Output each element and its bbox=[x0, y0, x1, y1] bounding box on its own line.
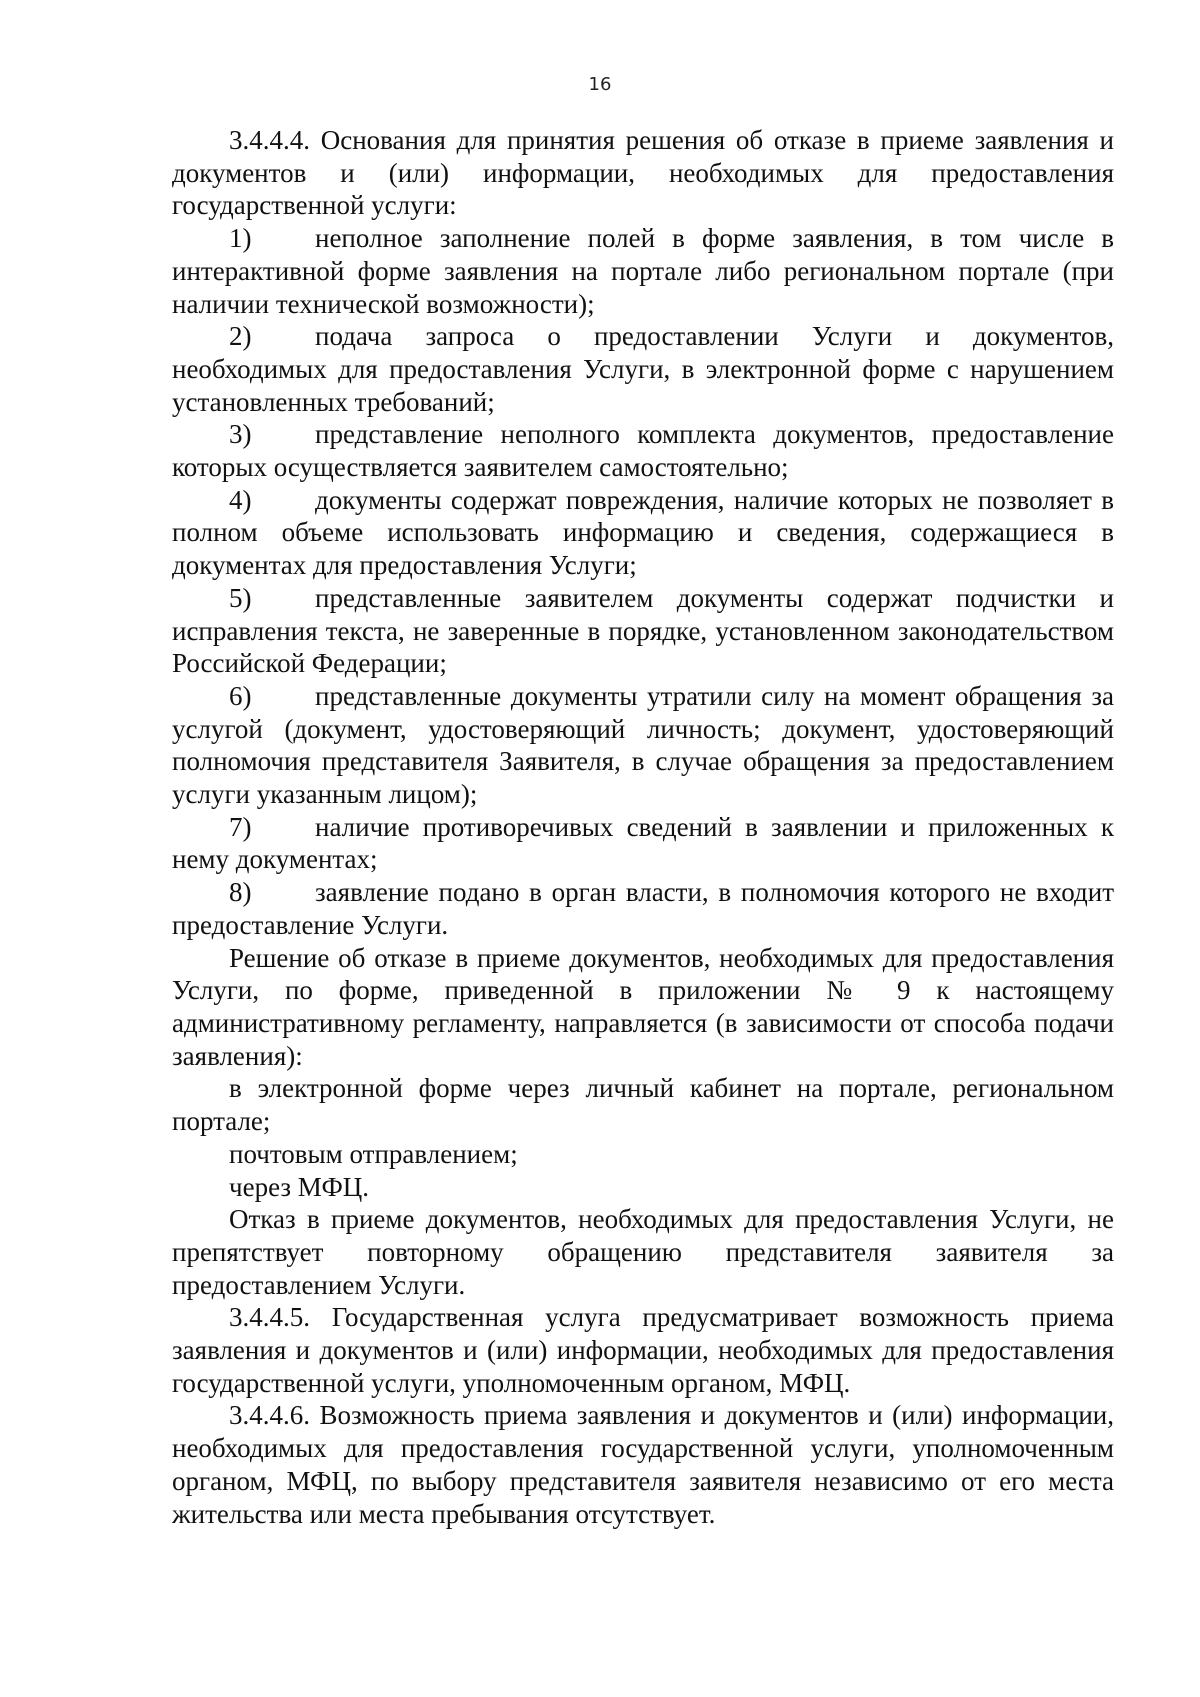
list-item-text: наличие противоречивых сведений в заявлении и приложенных к нему документах; bbox=[172, 811, 1114, 875]
refusal-decision-paragraph: Решение об отказе в приеме документов, необходимых для предоставления Услуги, по форме, приведенной в приложении № 9 к настоящему административному регламенту, направляется (в зависимости от способа подачи заявления): bbox=[172, 942, 1114, 1071]
list-item-number: 4) bbox=[229, 484, 252, 515]
list-item-number: 5) bbox=[229, 582, 252, 613]
list-item-text: неполное заполнение полей в форме заявления, в том числе в интерактивной форме заявления на портале либо региональном портале (при наличии технической возможности); bbox=[172, 223, 1114, 319]
list-item-number: 7) bbox=[229, 811, 252, 842]
list-item-4 bbox=[172, 484, 1114, 582]
list-item-text: заявление подано в орган власти, в полномочия которого не входит предоставление Услуги. bbox=[172, 877, 1114, 940]
section-3-4-4-6: 3.4.4.6. Возможность приема заявления и документов и (или) информации, необходимых для предоставления государственной услуги, уполномоченным органом, МФЦ, по выбору представителя заявителя независимо от его места жительства или места пребывания отсутствует. bbox=[172, 1400, 1114, 1529]
list-item-3 bbox=[172, 418, 1114, 483]
channel-electronic: в электронной форме через личный кабинет на портале, региональном портале; bbox=[172, 1073, 1114, 1137]
list-item-number: 3) bbox=[229, 419, 252, 450]
list-item-text: представленные документы утратили силу на момент обращения за услугой (документ, удостоверяющий личность; документ, удостоверяющий полномочия представителя Заявителя, в случае обращения за предоставлением услуги указанным лицом); bbox=[172, 680, 1114, 810]
list-item-7 bbox=[172, 811, 1114, 876]
section-3-4-4-5: 3.4.4.5. Государственная услуга предусматривает возможность приема заявления и документов и (или) информации, необходимых для предоставления государственной услуги, уполномоченным органом, МФЦ. bbox=[172, 1302, 1114, 1398]
list-item-2 bbox=[172, 320, 1114, 418]
list-item-6 bbox=[172, 680, 1114, 811]
document-body bbox=[172, 124, 1114, 1530]
section-3-4-4-4-heading: 3.4.4.4. Основания для принятия решения об отказе в приеме заявления и документов и (или) информации, необходимых для предоставления государственной услуги: bbox=[172, 125, 1114, 221]
list-item-1 bbox=[172, 222, 1114, 320]
list-item-number: 6) bbox=[229, 680, 252, 711]
page-number: 16 bbox=[588, 74, 612, 95]
list-item-text: представление неполного комплекта документов, предоставление которых осуществляется заявителем самостоятельно; bbox=[172, 419, 1114, 483]
list-item-text: документы содержат повреждения, наличие которых не позволяет в полном объеме использовать информацию и сведения, содержащиеся в документах для предоставления Услуги; bbox=[172, 484, 1114, 581]
list-item-8 bbox=[172, 876, 1114, 941]
refusal-note-paragraph: Отказ в приеме документов, необходимых для предоставления Услуги, не препятствует повторному обращению представителя заявителя за предоставлением Услуги. bbox=[172, 1204, 1114, 1300]
list-item-text: представленные заявителем документы содержат подчистки и исправления текста, не заверенные в порядке, установленном законодательством Российской Федерации; bbox=[172, 582, 1114, 679]
list-item-5 bbox=[172, 582, 1114, 680]
list-item-number: 1) bbox=[229, 223, 252, 254]
channel-post: почтовым отправлением; bbox=[229, 1138, 518, 1169]
list-item-number: 8) bbox=[229, 877, 252, 908]
list-item-number: 2) bbox=[229, 321, 252, 352]
channel-mfc: через МФЦ. bbox=[229, 1171, 370, 1202]
list-item-text: подача запроса о предоставлении Услуги и документов, необходимых для предоставления Услуги, в электронной форме с нарушением установленных требований; bbox=[172, 321, 1114, 417]
